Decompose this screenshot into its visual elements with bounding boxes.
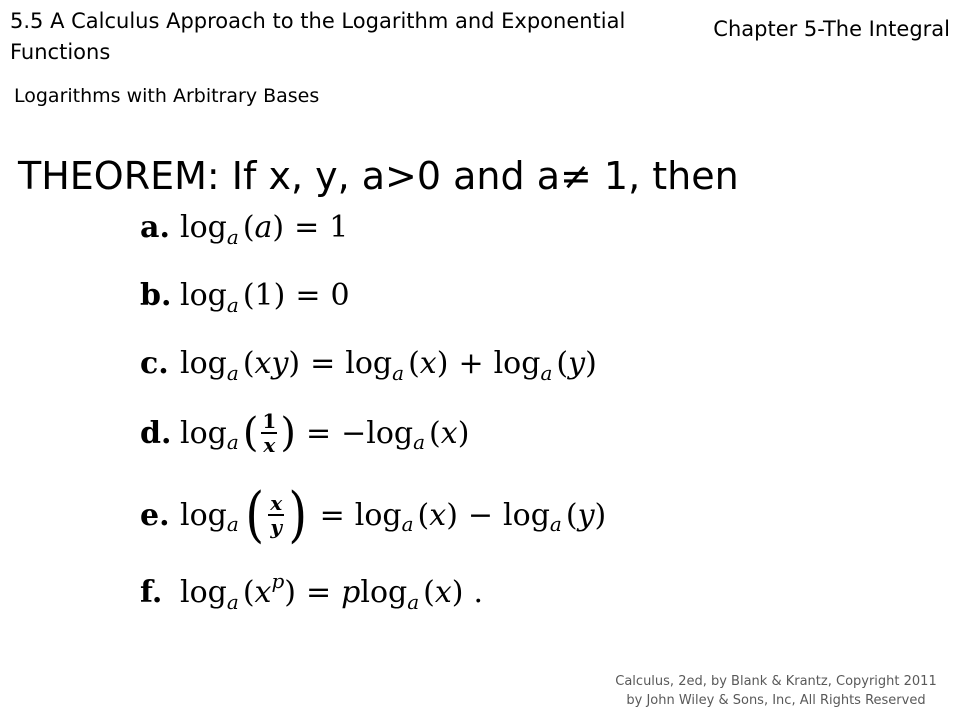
right-paren: ) [280,410,296,456]
formula-item-a [140,210,349,249]
theorem-heading: THEOREM: If x, y, a>0 and a≠ 1, then [18,154,739,198]
formula-expression-f: log a ( x p ) = p log a ( x ) . [180,568,484,614]
equals-sign: = [295,278,321,313]
section-subtitle: Logarithms with Arbitrary Bases [14,85,320,107]
fraction-numerator: x [270,491,283,515]
footer-line-2: by John Wiley & Sons, Inc, All Rights Reserved [626,693,926,708]
log-argument: x [440,415,458,451]
left-paren: ( [245,480,264,550]
log-base: a [226,430,239,454]
log-base: a [226,512,239,536]
log-argument: xy [254,346,289,381]
log-base: a [226,589,239,614]
log-function: log [180,497,227,533]
equals-sign: = [294,210,320,245]
formula-expression-a: log a ( a ) = 1 [180,210,349,249]
formula-expression-b: log a ( 1 ) = 0 [180,278,350,317]
period: . [473,575,484,610]
footer-line-1: Calculus, 2ed, by Blank & Krantz, Copyright 2011 [615,674,937,689]
formula-item-c [140,346,597,385]
right-paren: ) [288,480,308,550]
log-argument: x [419,346,437,381]
log-function: log [180,415,227,451]
formula-list [140,0,740,720]
equals-sign: = [305,575,332,610]
log-base: a [226,360,239,385]
formula-letter-c: c. [140,346,169,381]
formula-letter-d: d. [140,415,172,451]
formula-item-e [140,480,607,550]
log-function: log [360,575,408,610]
power-base: x [254,575,272,610]
minus-sign: − [341,415,367,451]
log-argument: x [434,575,452,610]
formula-item-f [140,568,484,614]
log-base: a [401,512,414,536]
log-function: log [345,346,393,381]
log-base: a [549,512,562,536]
formula-item-d [140,410,469,456]
formula-expression-d: log a ( $\frac{1}{x}$ ) = − log a ( x ) [180,409,470,457]
chapter-label: Chapter 5-The Integral [713,17,950,41]
slide-title: 5.5 A Calculus Approach to the Logarithm and Exponential Functions [10,9,626,64]
log-base: a [226,292,239,317]
log-function: log [354,497,402,533]
log-function: log [180,210,227,245]
fraction [268,492,284,538]
log-argument: 1 [254,278,274,313]
formula-item-b [140,278,350,317]
log-base: a [226,224,239,249]
minus-sign: − [467,497,494,533]
copyright-footer [606,672,946,710]
formula-letter-e: e. [140,497,170,533]
formula-letter-b: b. [140,278,172,313]
result-value: 0 [330,278,350,313]
log-argument: y [577,497,595,533]
fraction-numerator: 1 [262,409,277,433]
log-base: a [540,360,553,385]
log-function: log [180,575,227,610]
fraction-denominator: x [263,433,276,457]
log-function: log [180,346,227,381]
log-argument: y [568,346,586,381]
log-function: log [493,346,541,381]
formula-letter-a: a. [140,210,170,245]
equals-sign: = [305,415,332,451]
log-base: a [392,360,405,385]
formula-letter-f: f. [140,575,163,610]
log-argument: x [429,497,447,533]
equals-sign: = [319,497,345,533]
left-paren: ( [242,410,259,456]
log-function: log [366,415,414,451]
fraction-denominator: y [270,515,283,539]
log-base: a [407,589,420,614]
power-exponent: p [271,568,285,593]
fraction [260,410,278,456]
formula-expression-e: log a ( $\frac{x}{y}$ ) = log a ( x ) − log a ( y ) [180,480,607,550]
log-base: a [413,430,426,454]
coefficient: p [341,575,361,610]
formula-expression-c: log a ( xy ) = log a ( x ) + log a ( y ) [180,346,597,385]
result-value: 1 [329,210,349,245]
plus-sign: + [458,346,484,381]
equals-sign: = [310,346,336,381]
log-argument: a [254,210,273,245]
log-function: log [180,278,227,313]
log-function: log [503,497,550,533]
